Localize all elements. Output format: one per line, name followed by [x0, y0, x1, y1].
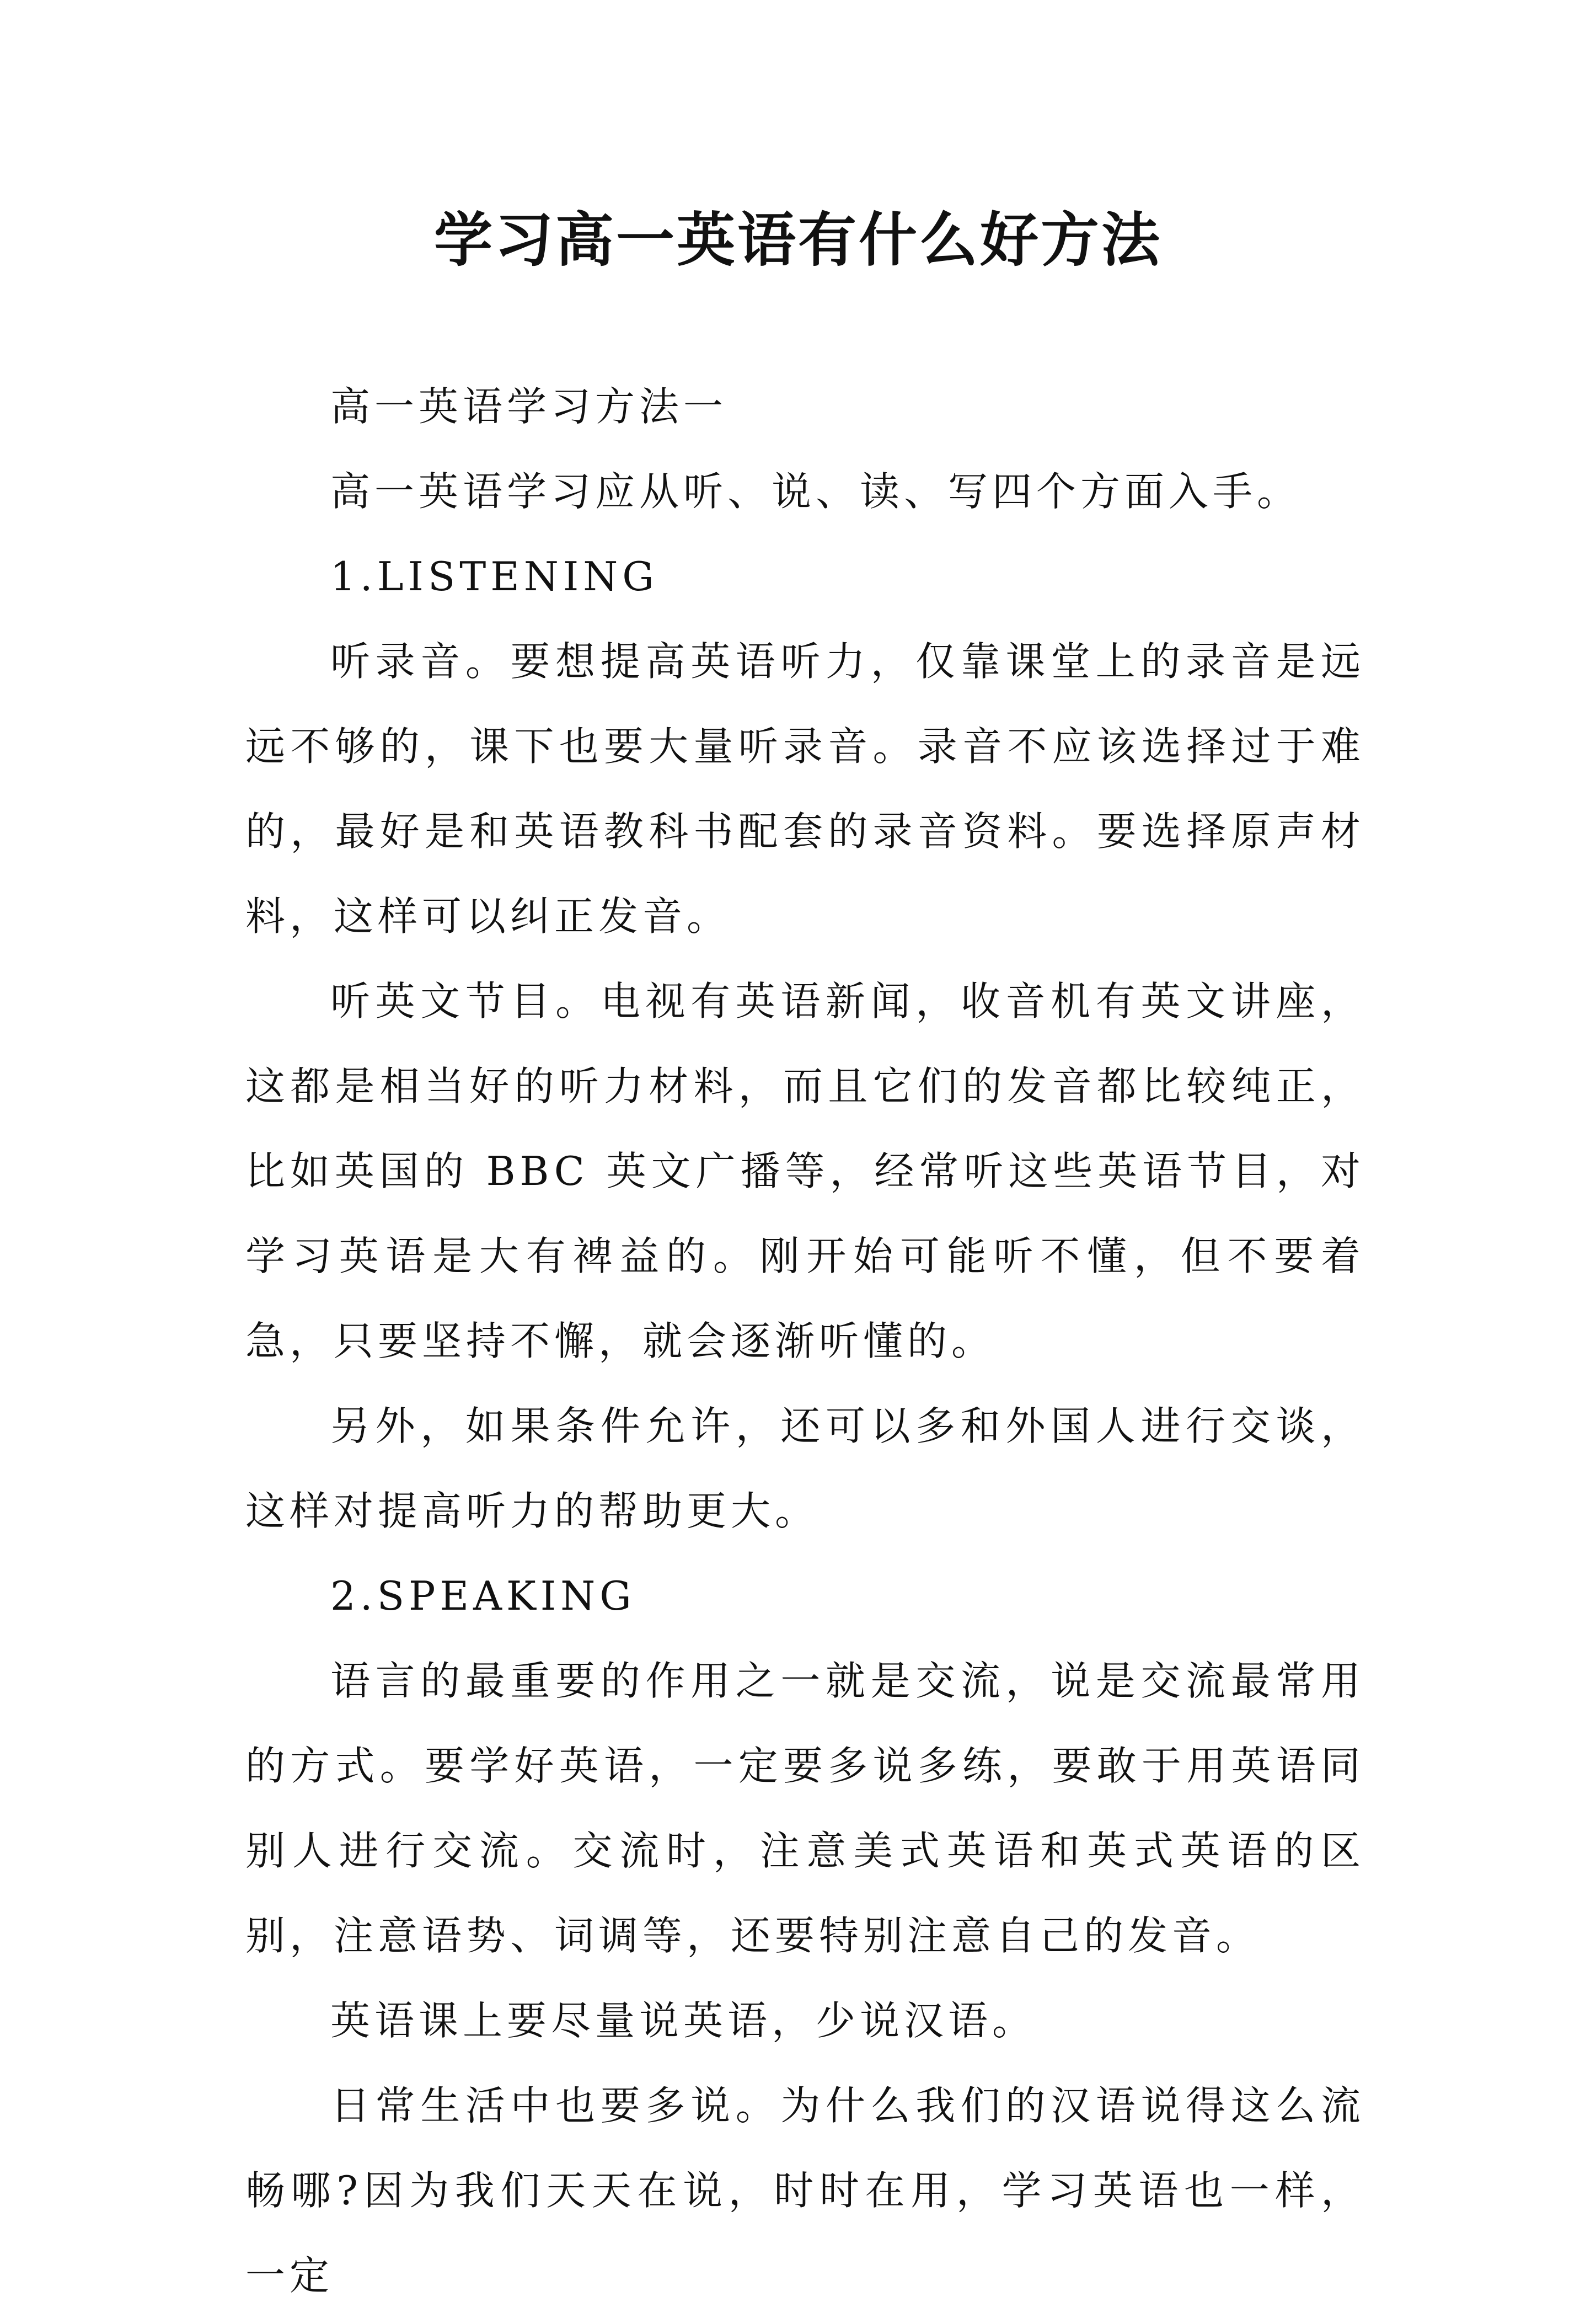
paragraph: 听英文节目。电视有英语新闻，收音机有英文讲座，这都是相当好的听力材料，而且它们的发音都比较纯正，比如英国的 BBC 英文广播等，经常听这些英语节目，对学习英语是大有裨益的。刚开始可能听不懂，但不要着急，只要坚持不懈，就会逐渐听懂的。	[245, 978, 1365, 1364]
paragraph: 英语课上要尽量说英语，少说汉语。	[330, 1997, 1037, 2044]
paragraph: 语言的最重要的作用之一就是交流，说是交流最常用的方式。要学好英语，一定要多说多练，要敢于用英语同别人进行交流。交流时，注意美式英语和英式英语的区别，注意语势、词调等，还要特别注意自己的发音。	[245, 1658, 1365, 1959]
paragraph: 日常生活中也要多说。为什么我们的汉语说得这么流畅哪?因为我们天天在说，时时在用，学习英语也一样，一定	[245, 2082, 1365, 2299]
subsection-heading-speaking: 2.SPEAKING	[330, 1573, 636, 1619]
page-title: 学习高一英语有什么好方法	[434, 205, 1162, 274]
paragraph: 听录音。要想提高英语听力，仅靠课堂上的录音是远远不够的，课下也要大量听录音。录音不应该选择过于难的，最好是和英语教科书配套的录音资料。要选择原声材料，这样可以纠正发音。	[245, 638, 1365, 939]
document-body	[245, 364, 1365, 2318]
subsection-heading-listening: 1.LISTENING	[330, 553, 658, 600]
section-heading: 高一英语学习方法一	[330, 383, 728, 430]
paragraph: 高一英语学习应从听、说、读、写四个方面入手。	[330, 468, 1302, 515]
paragraph: 另外，如果条件允许，还可以多和外国人进行交谈，这样对提高听力的帮助更大。	[245, 1403, 1365, 1534]
